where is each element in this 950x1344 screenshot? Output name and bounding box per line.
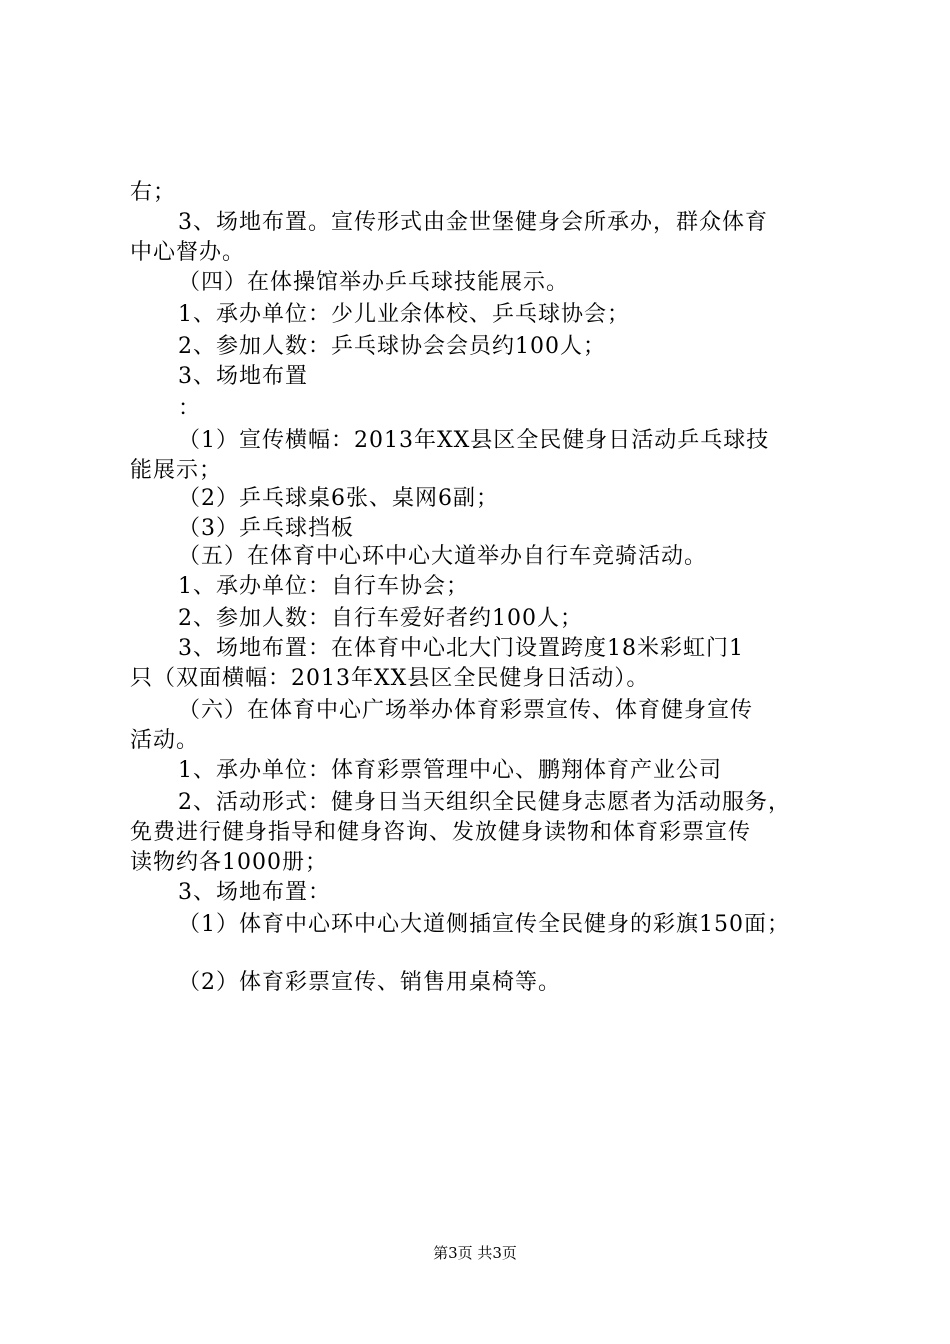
text-line: 只（双面横幅：2013年XX县区全民健身日活动）。 bbox=[130, 666, 650, 691]
text-line: （1）体育中心环中心大道侧插宣传全民健身的彩旗150面； bbox=[178, 912, 790, 937]
text-line: 中心督办。 bbox=[130, 240, 246, 265]
text-line: （3）乒乓球挡板 bbox=[178, 516, 354, 541]
text-line: 1、承办单位：少儿业余体校、乒乓球协会； bbox=[178, 302, 630, 327]
text-line: ： bbox=[178, 396, 202, 421]
section-heading: （六）在体育中心广场举办体育彩票宣传、体育健身宣传 bbox=[178, 698, 754, 723]
text-line: 能展示； bbox=[130, 458, 223, 483]
text-line: 免费进行健身指导和健身咨询、发放健身读物和体育彩票宣传 bbox=[130, 820, 752, 845]
text-line: 3、场地布置：在体育中心北大门设置跨度18米彩虹门1 bbox=[178, 636, 744, 661]
text-line: 1、承办单位：体育彩票管理中心、鹏翔体育产业公司 bbox=[178, 758, 722, 783]
text-line: 2、参加人数：自行车爱好者约100人； bbox=[178, 606, 583, 631]
text-line: （2）乒乓球桌6张、桌网6副； bbox=[178, 486, 499, 511]
text-line: 3、场地布置 bbox=[178, 364, 308, 389]
text-line: 活动。 bbox=[130, 728, 200, 753]
text-line: 右； bbox=[130, 180, 177, 205]
text-line: 3、场地布置。宣传形式由金世堡健身会所承办，群众体育 bbox=[178, 210, 768, 235]
page-number-footer: 第3页 共3页 bbox=[433, 1244, 517, 1262]
text-line: 读物约各1000册； bbox=[130, 850, 328, 875]
text-line: （1）宣传横幅：2013年XX县区全民健身日活动乒乓球技 bbox=[178, 428, 770, 453]
text-line: 1、承办单位：自行车协会； bbox=[178, 574, 469, 599]
text-line: 2、活动形式：健身日当天组织全民健身志愿者为活动服务， bbox=[178, 790, 791, 815]
text-line: 2、参加人数：乒乓球协会会员约100人； bbox=[178, 334, 606, 359]
text-line: （2）体育彩票宣传、销售用桌椅等。 bbox=[178, 970, 561, 995]
section-heading: （五）在体育中心环中心大道举办自行车竞骑活动。 bbox=[178, 544, 708, 569]
section-heading: （四）在体操馆举办乒乓球技能展示。 bbox=[178, 270, 570, 295]
text-line: 3、场地布置： bbox=[178, 880, 331, 905]
